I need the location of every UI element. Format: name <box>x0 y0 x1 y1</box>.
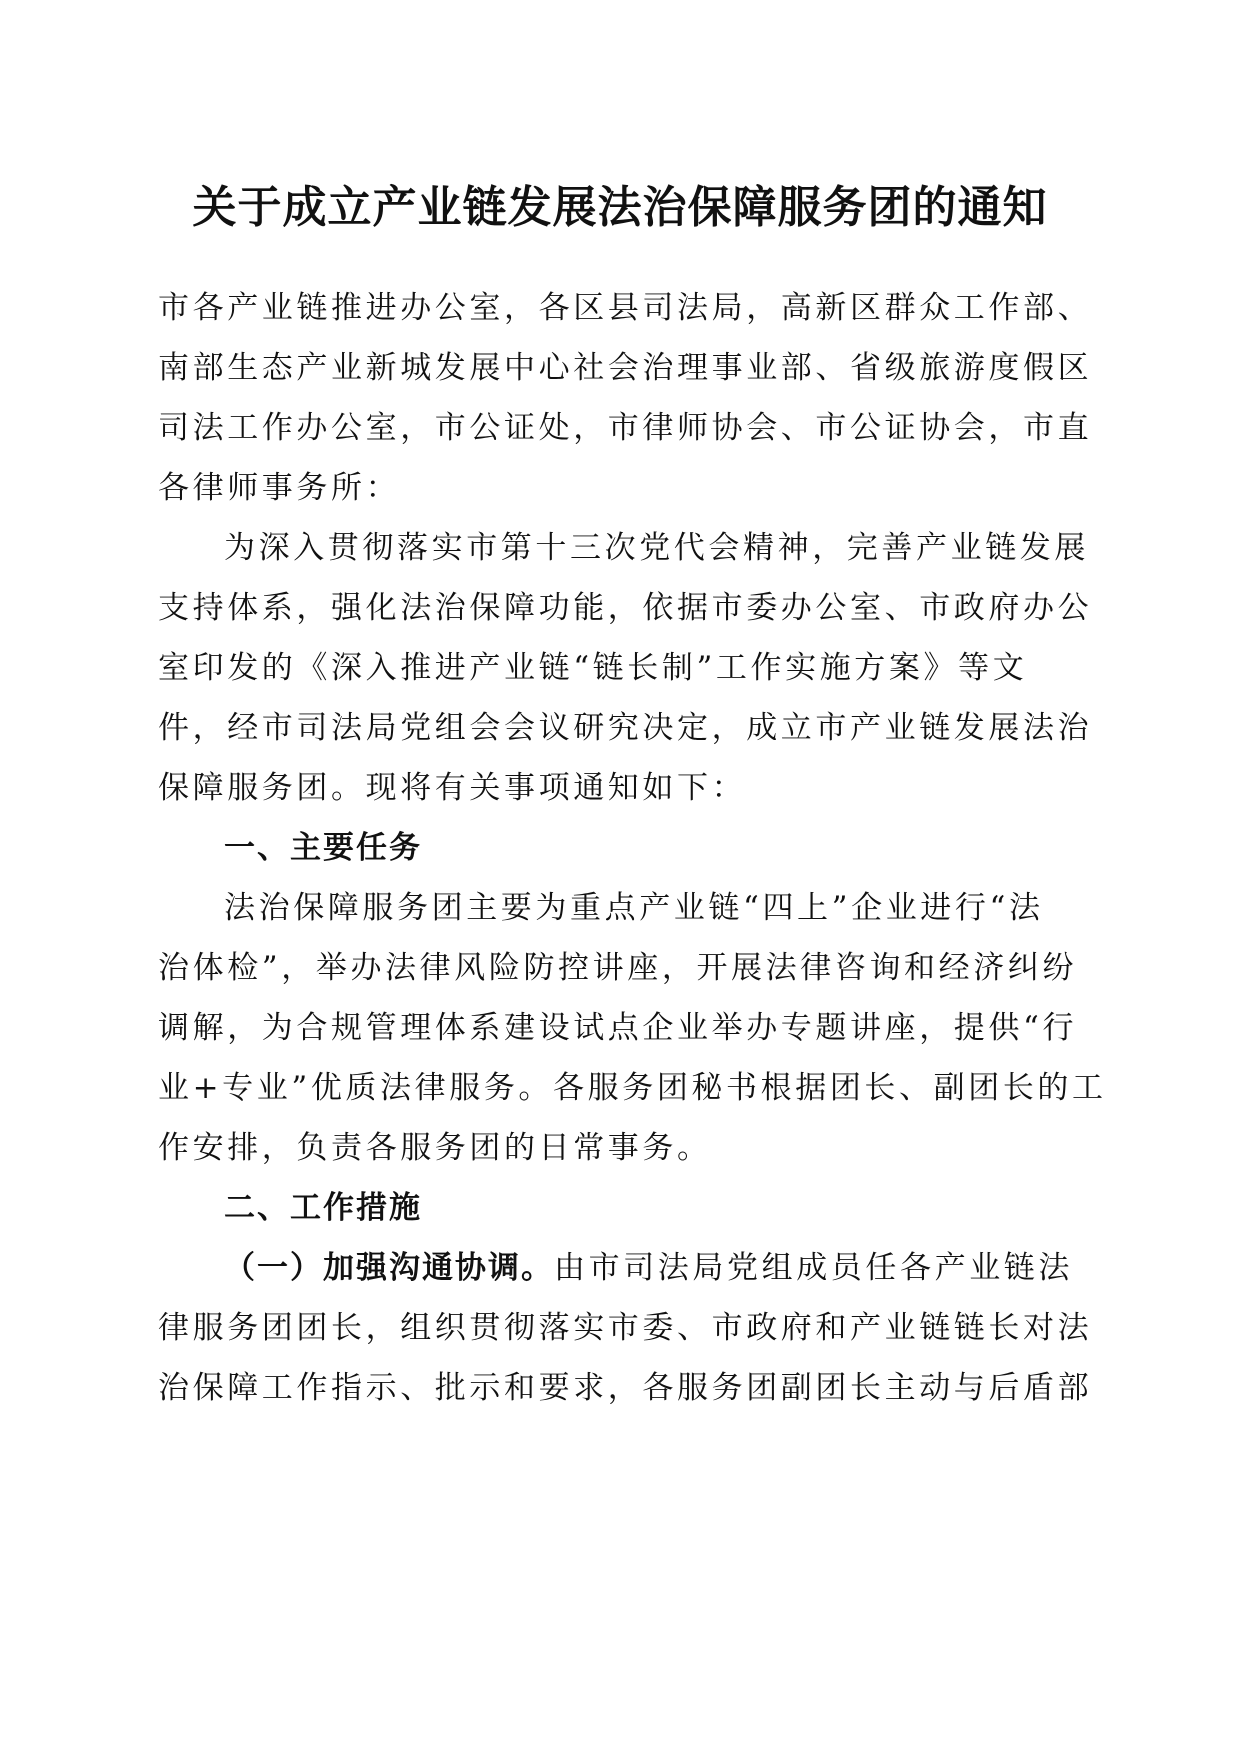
addressee-line-1: 市各产业链推进办公室，各区县司法局，高新区群众工作部、 <box>158 290 1093 326</box>
section-heading-measures: 二、工作措施 <box>224 1190 422 1226</box>
measures-paragraph-line-3: 治保障工作指示、批示和要求，各服务团副团长主动与后盾部 <box>158 1370 1093 1406</box>
intro-paragraph-line-1: 为深入贯彻落实市第十三次党代会精神，完善产业链发展 <box>224 530 1089 566</box>
section-heading-main-tasks: 一、主要任务 <box>224 830 422 866</box>
tasks-paragraph-line-3: 调解，为合规管理体系建设试点企业举办专题讲座，提供“行 <box>158 1010 1078 1046</box>
tasks-paragraph-line-1: 法治保障服务团主要为重点产业链“四上”企业进行“法 <box>224 890 1044 926</box>
addressee-line-4: 各律师事务所： <box>158 470 401 506</box>
tasks-paragraph-line-2: 治体检”，举办法律风险防控讲座，开展法律咨询和经济纠纷 <box>158 950 1078 986</box>
intro-paragraph-line-5: 保障服务团。现将有关事项通知如下： <box>158 770 747 806</box>
document-title: 关于成立产业链发展法治保障服务团的通知 <box>192 182 1048 233</box>
measures-paragraph-line-1 <box>224 1248 1073 1288</box>
intro-paragraph-line-3: 室印发的《深入推进产业链“链长制”工作实施方案》等文 <box>158 650 1028 686</box>
intro-paragraph-line-4: 件，经市司法局党组会会议研究决定，成立市产业链发展法治 <box>158 710 1093 746</box>
measures-paragraph-line-2: 律服务团团长，组织贯彻落实市委、市政府和产业链链长对法 <box>158 1310 1093 1346</box>
addressee-line-2: 南部生态产业新城发展中心社会治理事业部、省级旅游度假区 <box>158 350 1093 386</box>
measure-1-text-start: 由市司法局党组成员任各产业链法 <box>554 1250 1073 1286</box>
tasks-paragraph-line-5: 作安排，负责各服务团的日常事务。 <box>158 1130 712 1166</box>
intro-paragraph-line-2: 支持体系，强化法治保障功能，依据市委办公室、市政府办公 <box>158 590 1093 626</box>
tasks-paragraph-line-4: 业+专业”优质法律服务。各服务团秘书根据团长、副团长的工 <box>158 1070 1107 1106</box>
addressee-line-3: 司法工作办公室，市公证处，市律师协会、市公证协会，市直 <box>158 410 1093 446</box>
measure-1-heading: （一）加强沟通协调。 <box>224 1250 554 1286</box>
